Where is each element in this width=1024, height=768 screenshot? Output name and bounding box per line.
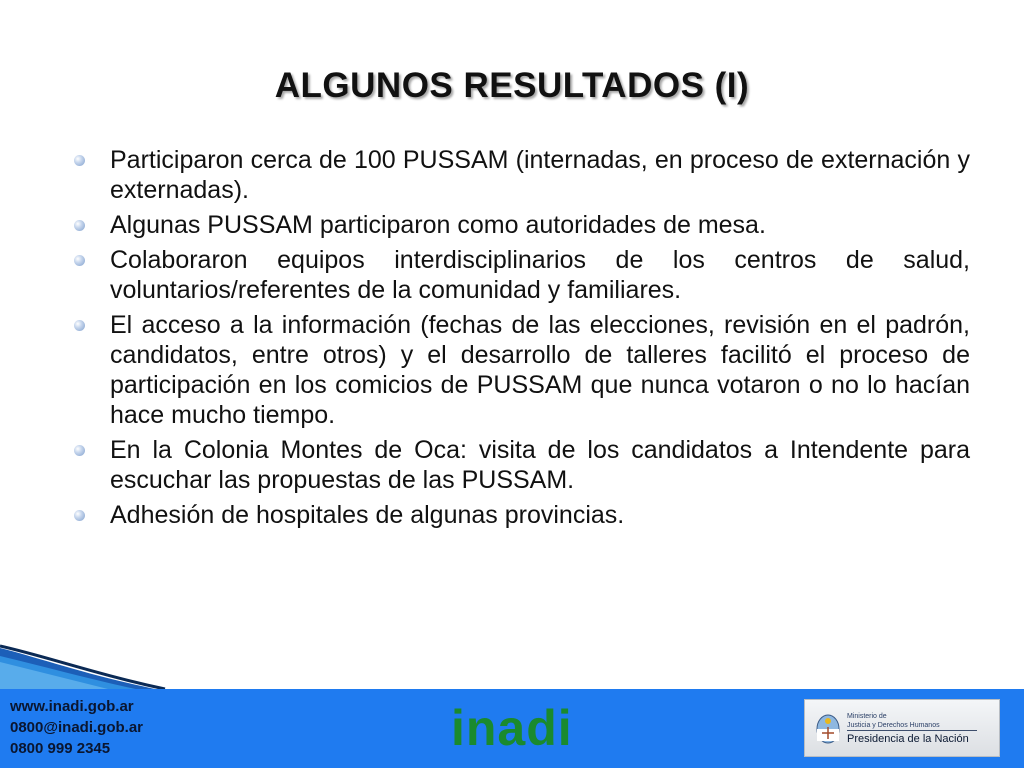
bullet-text: Adhesión de hospitales de algunas provincias. bbox=[110, 501, 625, 529]
bullet-dot-icon bbox=[74, 510, 85, 521]
ministry-divider bbox=[847, 730, 977, 731]
bullet-text: El acceso a la información (fechas de las elecciones, revisión en el padrón, candidatos, entre otros) y el desarrollo de talleres facilitó el proceso de participación en los comicios de PUSSAM que nunca votaron o no lo hacían hace mucho tiempo. bbox=[110, 311, 970, 429]
bullet-item bbox=[72, 145, 970, 205]
ministry-line-3: Presidencia de la Nación bbox=[847, 733, 969, 745]
bullet-dot-icon bbox=[74, 320, 85, 331]
ministry-logo bbox=[804, 699, 1000, 757]
inadi-logo: inadi bbox=[451, 700, 573, 756]
bullet-dot-icon bbox=[74, 255, 85, 266]
bullet-dot-icon bbox=[74, 220, 85, 231]
website-link[interactable]: www.inadi.gob.ar bbox=[10, 698, 134, 715]
phone-number: 0800 999 2345 bbox=[10, 740, 111, 757]
footer-bar bbox=[0, 689, 1024, 768]
bullet-item bbox=[72, 435, 970, 495]
bullet-dot-icon bbox=[74, 445, 85, 456]
email-link[interactable]: 0800@inadi.gob.ar bbox=[10, 719, 144, 736]
ministry-line-2: Justicia y Derechos Humanos bbox=[847, 722, 940, 729]
bullet-text: Participaron cerca de 100 PUSSAM (internadas, en proceso de externación y externadas). bbox=[110, 146, 970, 204]
bullet-item bbox=[72, 500, 970, 530]
bullet-text: En la Colonia Montes de Oca: visita de los candidatos a Intendente para escuchar las propuestas de las PUSSAM. bbox=[110, 436, 970, 494]
bullet-item bbox=[72, 210, 970, 240]
bullet-item bbox=[72, 310, 970, 430]
bullet-dot-icon bbox=[74, 155, 85, 166]
slide-title: ALGUNOS RESULTADOS (I) bbox=[274, 66, 750, 105]
national-seal-icon bbox=[815, 712, 841, 746]
decorative-swoosh bbox=[0, 640, 200, 692]
contact-info bbox=[10, 696, 143, 759]
bullet-text: Colaboraron equipos interdisciplinarios de los centros de salud, voluntarios/referentes de la comunidad y familiares. bbox=[110, 246, 970, 304]
bullet-item bbox=[72, 245, 970, 305]
bullet-text: Algunas PUSSAM participaron como autoridades de mesa. bbox=[110, 211, 766, 239]
ministry-line-1: Ministerio de bbox=[847, 713, 887, 720]
bullet-list bbox=[72, 145, 970, 535]
